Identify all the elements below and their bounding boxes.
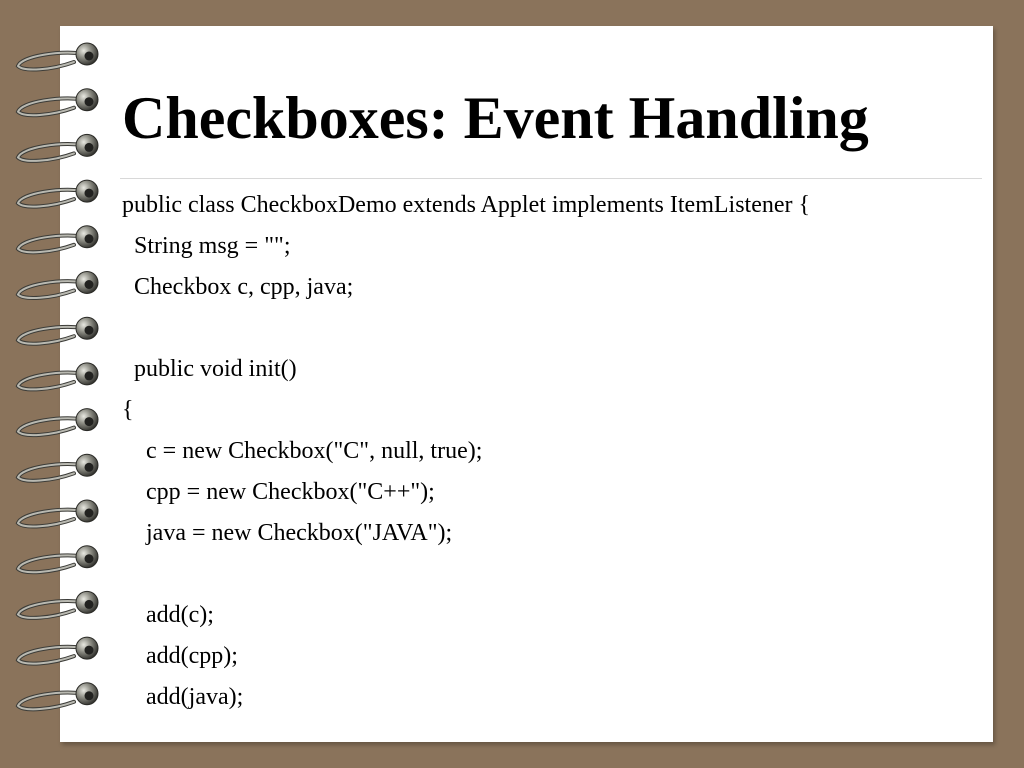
code-line — [122, 308, 810, 349]
title-divider — [120, 178, 982, 179]
slide-title: Checkboxes: Event Handling — [122, 85, 869, 151]
code-line: c = new Checkbox("C", null, true); — [122, 438, 483, 464]
spiral-ring-icon — [18, 500, 98, 526]
code-line: String msg = ""; — [122, 233, 291, 259]
code-line: java = new Checkbox("JAVA"); — [122, 520, 453, 546]
spiral-ring-icon — [18, 317, 98, 343]
spiral-ring-icon — [18, 683, 98, 709]
code-line: { — [122, 397, 134, 423]
code-line — [122, 554, 810, 595]
spiral-ring-icon — [18, 454, 98, 480]
code-line: Checkbox c, cpp, java; — [122, 274, 354, 300]
spiral-ring-icon — [18, 43, 98, 69]
code-line: public class CheckboxDemo extends Applet implements ItemListener { — [122, 192, 811, 218]
code-line: add(java); — [122, 684, 244, 710]
spiral-ring-icon — [18, 637, 98, 663]
spiral-ring-icon — [18, 546, 98, 572]
code-line: add(c); — [122, 602, 214, 628]
spiral-ring-icon — [18, 180, 98, 206]
spiral-ring-icon — [18, 409, 98, 435]
code-line: cpp = new Checkbox("C++"); — [122, 479, 435, 505]
spiral-ring-icon — [18, 134, 98, 160]
code-block — [122, 185, 810, 718]
spiral-ring-icon — [18, 363, 98, 389]
spiral-ring-icon — [18, 89, 98, 115]
spiral-ring-icon — [18, 591, 98, 617]
spiral-ring-icon — [18, 272, 98, 298]
spiral-binding-icon — [0, 0, 110, 768]
spiral-ring-icon — [18, 226, 98, 252]
code-line: public void init() — [122, 356, 297, 382]
code-line: add(cpp); — [122, 643, 238, 669]
